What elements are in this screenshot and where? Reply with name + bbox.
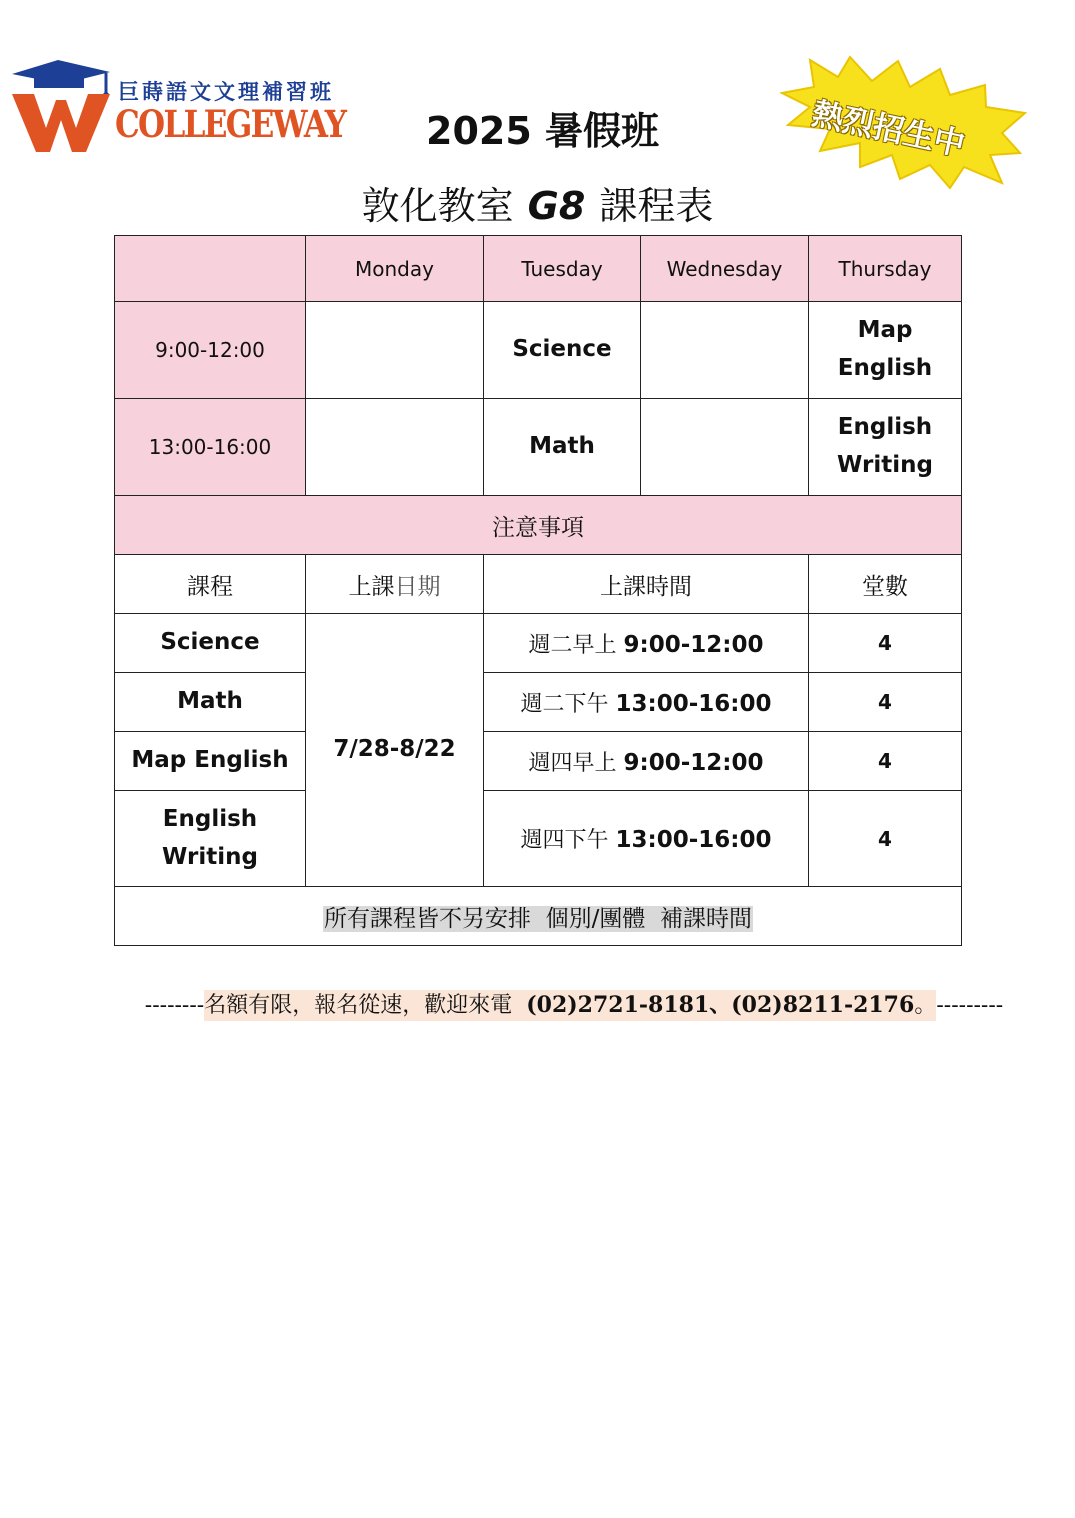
header-thursday: Thursday <box>809 236 962 302</box>
table-row <box>115 791 962 887</box>
column-date-suffix: 日期 <box>394 573 441 600</box>
enrollment-contact-line <box>0 988 1075 1019</box>
notes-heading: 注意事項 <box>115 496 962 555</box>
course-day: 週二下午 <box>520 691 609 717</box>
course-day: 週四早上 <box>528 750 617 776</box>
schedule-cell <box>641 302 809 399</box>
course-day: 週四下午 <box>520 828 609 853</box>
column-time: 上課時間 <box>484 555 809 614</box>
subtitle-code: G8 <box>527 184 586 228</box>
logo-english-name: COLLEGEWAY <box>115 102 346 146</box>
course-name: Map English <box>115 732 306 791</box>
schedule-cell <box>306 302 484 399</box>
header-wednesday: Wednesday <box>641 236 809 302</box>
column-course: 課程 <box>115 555 306 614</box>
enrolling-now-text: 熱烈招生中 <box>808 95 968 164</box>
notes-column-header-row <box>115 555 962 614</box>
course-time <box>484 791 809 887</box>
no-makeup-note-text: 所有課程皆不另安排 個別/團體 補課時間 <box>324 905 752 932</box>
subtitle-classroom: 敦化教室 <box>361 184 514 228</box>
course-hours: 9:00-12:00 <box>623 631 764 658</box>
header-tuesday: Tuesday <box>484 236 641 302</box>
course-name-line: Writing <box>837 452 933 478</box>
no-makeup-note <box>115 887 962 946</box>
table-row <box>115 614 962 673</box>
lesson-count: 4 <box>809 673 962 732</box>
course-time <box>484 614 809 673</box>
course-name-line: Writing <box>162 843 258 870</box>
dashes-right: --------- <box>936 993 1004 1018</box>
time-slot: 9:00-12:00 <box>115 302 306 399</box>
schedule-cell <box>809 399 962 496</box>
course-time <box>484 673 809 732</box>
course-hours: 9:00-12:00 <box>623 749 764 776</box>
contact-highlight <box>204 990 936 1021</box>
phone-numbers: (02)2721-8181、(02)8211-2176 <box>526 992 915 1018</box>
schedule-cell <box>641 399 809 496</box>
contact-text: 名額有限，報名從速，歡迎來電 <box>204 993 513 1018</box>
course-name-line: Map <box>857 317 913 344</box>
course-name-line: English <box>837 414 933 441</box>
page-title: 2025 暑假班 <box>426 109 659 153</box>
header-corner-cell <box>115 236 306 302</box>
schedule-cell <box>306 399 484 496</box>
date-range: 7/28-8/22 <box>306 614 484 887</box>
schedule-cell <box>809 302 962 399</box>
lesson-count: 4 <box>809 791 962 887</box>
course-name-line: English <box>162 805 258 832</box>
logo-chinese-name: 巨蒔語文文理補習班 <box>118 79 334 104</box>
course-name <box>115 791 306 887</box>
table-row <box>115 673 962 732</box>
dashes-left: -------- <box>144 993 205 1018</box>
header-monday: Monday <box>306 236 484 302</box>
course-name-line: English <box>837 355 933 381</box>
table-row <box>115 732 962 791</box>
table-header-row <box>115 236 962 302</box>
column-date <box>306 555 484 614</box>
column-date-prefix: 上課 <box>348 573 395 600</box>
course-name: Math <box>115 673 306 732</box>
time-slot: 13:00-16:00 <box>115 399 306 496</box>
course-hours: 13:00-16:00 <box>615 690 772 717</box>
notes-footer-row <box>115 887 962 946</box>
schedule-cell: Science <box>484 302 641 399</box>
contact-end: 。 <box>914 993 937 1018</box>
column-count: 堂數 <box>809 555 962 614</box>
schedule-table <box>114 235 962 946</box>
course-time <box>484 732 809 791</box>
notes-heading-row <box>115 496 962 555</box>
table-row <box>115 302 962 399</box>
schedule-cell: Math <box>484 399 641 496</box>
course-day: 週二早上 <box>528 632 617 658</box>
lesson-count: 4 <box>809 732 962 791</box>
table-row <box>115 399 962 496</box>
lesson-count: 4 <box>809 614 962 673</box>
course-name: Science <box>115 614 306 673</box>
course-hours: 13:00-16:00 <box>615 827 772 853</box>
page-subtitle <box>0 175 1075 230</box>
subtitle-schedule: 課程表 <box>599 184 714 228</box>
